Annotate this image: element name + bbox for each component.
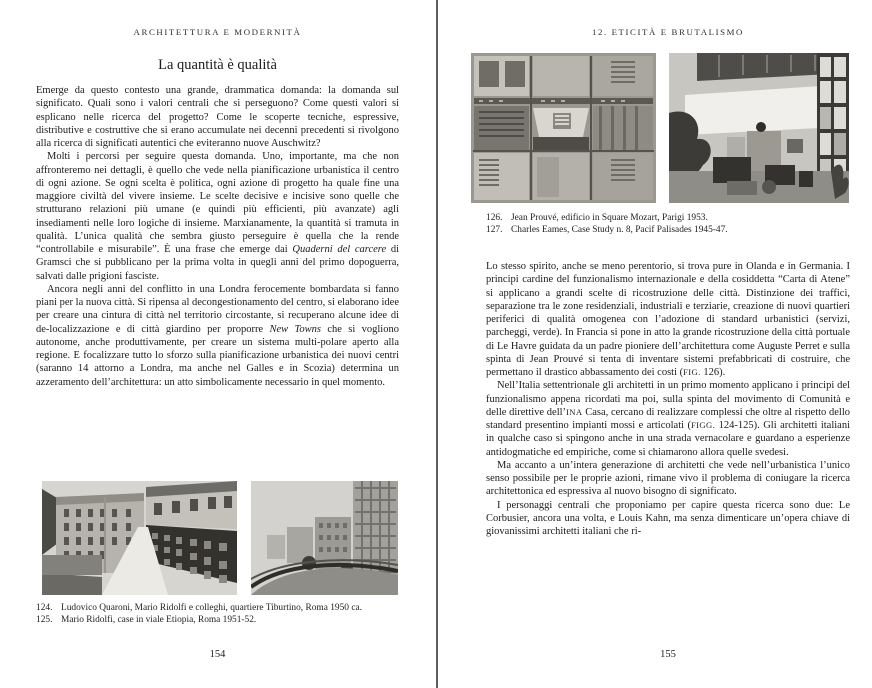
caption-text: Mario Ridolfi, case in viale Etiopia, Roma 1951-52. <box>61 614 257 625</box>
caption-number: 127. <box>486 224 503 235</box>
paragraph: Ancora negli anni del conflitto in una Londra ferocemente bombardata si fanno piani per la nuova città. Si ripensa al decongestionamento del centro, si elaborano idee per creare una cintura di città nel territorio circostante, si recuperano alcune idee di de-localizzazione e di città giardino per proporre New Towns che si vogliono autonome, anche produttivamente, per creare un sistema multi-polare aperto alla regione. E focalizzare tutto lo sforzo sulla pianificazione urbanistica dei nuovi centri (saranno 14 attorno a Londra, ma anche nel Galles e in Scozia) determina un azzeramento dell’architettura: un atto simbolicamente necessario in quel momento. <box>36 283 399 388</box>
section-title: La quantità è qualità <box>158 57 277 73</box>
caption-number: 126. <box>486 213 503 223</box>
figure-caption <box>36 603 400 614</box>
running-head-left: ARCHITETTURA E MODERNITÀ <box>133 27 302 37</box>
figure-caption <box>486 213 858 224</box>
caption-text: Charles Eames, Case Study n. 8, Pacif Palisades 1945-47. <box>511 224 728 235</box>
caption-number: 124. <box>36 603 53 613</box>
photo-case-study-8-interior <box>669 53 849 203</box>
figure-caption <box>36 615 400 626</box>
paragraph: Emerge da questo contesto una grande, drammatica domanda: la domanda sul significato. Quali sono i valori centrali che si perseguono? Come questi valori si esplicano nelle ricerca del progetto? Come le scoperte tecniche, espressive, distributive e costruttive che si erano accumulate nei decenni precedenti si rivolgono alla ricerca di significati autentici che eviteranno nuove Auschwitz? <box>36 85 399 149</box>
page-number-left: 154 <box>209 649 226 660</box>
photo-square-mozart-facade <box>471 53 656 203</box>
figure-caption <box>486 225 858 236</box>
paragraph: Nell’Italia settentrionale gli architetti in un primo momento applicano i principi del funzionalismo appena ricordati ma poi, sulla spinta del movimento di Comunità e delle direttive dell’INA Casa, cercano di realizzare complessi che oltre al rispetto dello standard presentino impianti mossi e articolati (FIGG. 124-125). Gli architetti italiani in qualche caso si spingono anche in una strada vernacolare e guardano a esperienze antidogmatiche ed empiriche, come si chiamarono allora quelle svedesi. <box>486 380 850 458</box>
page-number-right: 155 <box>660 649 676 660</box>
running-head-right: 12. ETICITÀ E BRUTALISMO <box>591 27 745 37</box>
captions-left <box>36 603 400 627</box>
paragraph: Ma accanto a un’intera generazione di architetti che vede nell’urbanistica l’unico senso possibile per le proprie azioni, rimane vivo il problema di coniugare la ricerca architettonica ed espressiva al nuovo bisogno di significato. <box>486 459 850 498</box>
body-text-right <box>486 260 850 538</box>
paragraph: Lo stesso spirito, anche se meno perentorio, si trova pure in Olanda e in Germania. I principi cardine del funzionalismo internazionale e della cosiddetta “Carta di Atene” si applicano a grandi scelte di ricostruzione delle città. Distinzione dei traffici, separazione tra le zone residenziali, industriali e terziarie, creazione di nuovi quartieri periferici di qualità omogenea con l’adozione di standard urbanistici (servizi, parcheggi, verde). In Francia si pone in atto la grande ricostruzione della città portuale di Le Havre guidata da un padre pioniere dell’architettura come Auguste Perret e sulla spinta di Jean Prouvé si tenta di inventare sistemi prefabbricati di costruire, che permettano il drastico abbassamento dei costi (FIG. 126). <box>486 261 850 378</box>
page-155 <box>438 0 872 688</box>
captions-right <box>486 213 858 237</box>
body-text-left <box>36 84 399 389</box>
caption-text: Jean Prouvé, edificio in Square Mozart, Parigi 1953. <box>511 213 708 223</box>
paragraph: I personaggi centrali che proponiamo per capire questa ricerca sono due: Le Corbusier, ancora una volta, e Louis Kahn, ma senza dimenticare un’opera chiave di giovanissimi architetti italiani che ri- <box>486 499 850 537</box>
photo-viale-etiopia <box>251 481 398 595</box>
caption-number: 125. <box>36 614 53 625</box>
paragraph: Molti i percorsi per seguire questa domanda. Uno, importante, ma che non affronteremo nei dettagli, è quello che vede nella pianificazione urbanistica il centro di ogni azione. Se ogni scelta è politica, ogni azione di progetto ha quale fine una maggiore civiltà del vivere insieme. Le scelte decisive e incisive sono quelle che strutturano relazioni più umane (e quindi più efficienti, più avanzate) agli insediamenti nelle loro logiche di insieme. Marxianamente, la quantità si tramuta in qualità. L’unica qualità che sembra giusto perseguire è quella che la rende “controllabile e misurabile”. È una frase che emerge dai Quaderni del carcere di Gramsci che si pubblicano per la prima volta in quegli anni del primo dopoguerra, salvati dalle prigioni fasciste. <box>36 151 400 282</box>
figures-right <box>471 53 849 203</box>
caption-text: Ludovico Quaroni, Mario Ridolfi e colleghi, quartiere Tiburtino, Roma 1950 ca. <box>61 603 362 613</box>
figures-left <box>42 481 398 595</box>
photo-quartiere-tiburtino <box>42 481 237 595</box>
